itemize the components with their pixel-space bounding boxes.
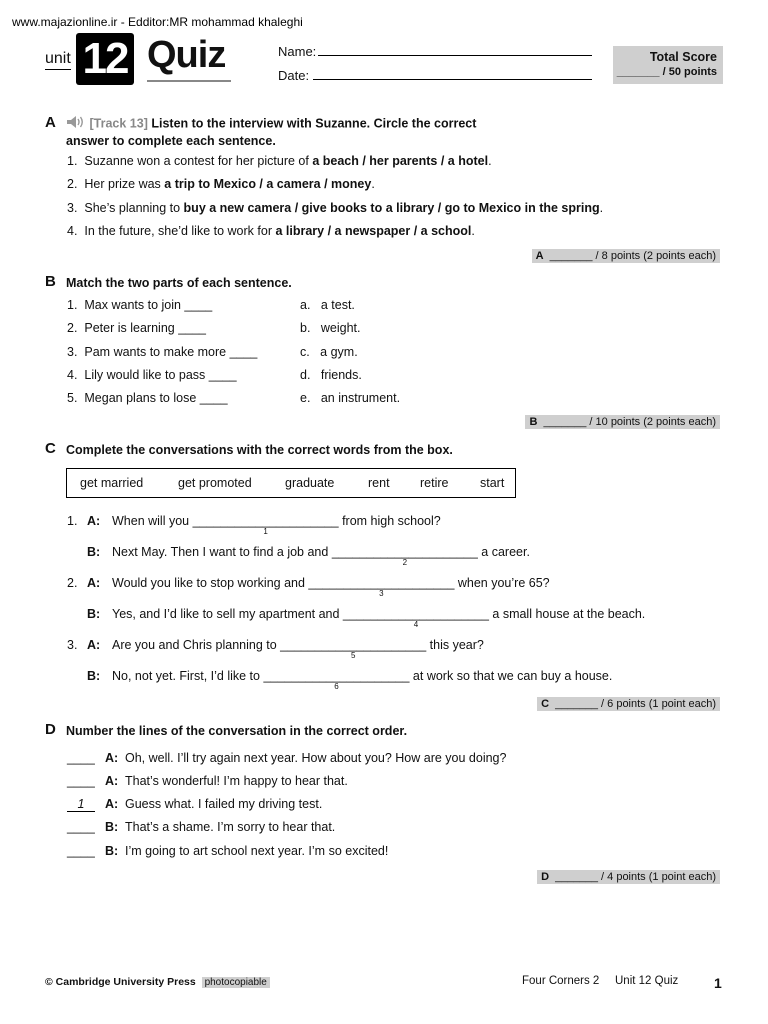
name-label: Name:	[278, 44, 317, 59]
match-right-item: a. a test.	[300, 298, 355, 312]
answer-blank[interactable]: _____________________	[308, 576, 455, 590]
word-option: graduate	[285, 476, 335, 490]
list-item: 4. In the future, she’d like to work for a library / a newspaper / a school.	[67, 224, 475, 238]
section-a-instruction	[66, 115, 476, 149]
section-d-instruction: Number the lines of the conversation in the correct order.	[66, 724, 408, 738]
watermark: www.majazionline.ir - Edditor:MR mohammad khaleghi	[12, 15, 303, 29]
answer-blank[interactable]: _____________________	[263, 669, 410, 683]
speaker-icon[interactable]	[66, 115, 86, 133]
total-score-box	[613, 46, 723, 84]
unit-number-badge: 12	[76, 33, 134, 85]
order-line: ____ B: I’m going to art school next year. I’m so excited!	[67, 844, 389, 858]
total-score-points: _______ / 50 points	[616, 66, 717, 78]
order-blank-filled[interactable]: 1	[67, 797, 105, 812]
order-blank[interactable]: ____	[67, 751, 95, 765]
order-blank[interactable]: ____	[67, 844, 95, 858]
page-number: 1	[714, 975, 722, 991]
track-label: [Track 13]	[89, 116, 148, 131]
section-b-score: B _______ / 10 points (2 points each)	[525, 415, 720, 429]
word-option: retire	[420, 476, 449, 490]
copyright: © Cambridge University Press photocopiable	[45, 976, 270, 988]
section-c-score: C _______ / 6 points (1 point each)	[537, 697, 720, 711]
conversation-line: 3. A: Are you and Chris planning to _____________________ 5 this year?	[67, 638, 484, 660]
date-field[interactable]	[313, 79, 592, 80]
list-item: 1. Suzanne won a contest for her picture of a beach / her parents / a hotel.	[67, 154, 492, 168]
conversation-line: 1. A: When will you _____________________ 1 from high school?	[67, 514, 441, 536]
section-d-score: D _______ / 4 points (1 point each)	[537, 870, 720, 884]
section-b-letter: B	[45, 273, 56, 290]
answer-blank[interactable]: _____________________	[280, 638, 427, 652]
answer-blank[interactable]: _____________________	[331, 545, 478, 559]
match-left-item: 5. Megan plans to lose ____	[67, 391, 228, 405]
word-box	[66, 468, 516, 498]
section-a-score: A _______ / 8 points (2 points each)	[532, 249, 720, 263]
order-line: ____ A: That’s wonderful! I’m happy to hear that.	[67, 774, 348, 788]
conversation-line: B: Yes, and I’d like to sell my apartment and _____________________ 4 a small house at the beach.	[87, 607, 646, 629]
list-item: 3. She’s planning to buy a new camera / give books to a library / go to Mexico in the spring.	[67, 201, 604, 215]
section-d-letter: D	[45, 721, 56, 738]
section-a-letter: A	[45, 114, 56, 131]
unit-label: unit	[45, 50, 71, 70]
section-c-letter: C	[45, 440, 56, 457]
match-right-item: b. weight.	[300, 321, 361, 335]
word-option: get married	[80, 476, 144, 490]
order-line: ____ B: That’s a shame. I’m sorry to hear that.	[67, 820, 336, 834]
word-option: rent	[368, 476, 390, 490]
match-left-item: 4. Lily would like to pass ____	[67, 368, 237, 382]
match-left-item: 1. Max wants to join ____	[67, 298, 213, 312]
order-line: ____ A: Oh, well. I’ll try again next year. How about you? How are you doing?	[67, 751, 507, 765]
word-option: get promoted	[178, 476, 252, 490]
name-field[interactable]	[318, 55, 592, 56]
match-right-item: c. a gym.	[300, 345, 358, 359]
match-right-item: d. friends.	[300, 368, 362, 382]
photocopiable-badge: photocopiable	[202, 977, 270, 988]
total-score-label: Total Score	[649, 50, 717, 64]
title-underline	[147, 80, 231, 82]
book-title: Four Corners 2	[522, 975, 600, 987]
order-blank[interactable]: ____	[67, 774, 95, 788]
quiz-name: Unit 12 Quiz	[615, 975, 679, 987]
quiz-title: Quiz	[147, 34, 226, 76]
conversation-line: B: Next May. Then I want to find a job and _____________________ 2 a career.	[87, 545, 530, 567]
match-left-item: 2. Peter is learning ____	[67, 321, 206, 335]
list-item: 2. Her prize was a trip to Mexico / a camera / money.	[67, 177, 375, 191]
answer-blank[interactable]: _____________________	[342, 607, 489, 621]
word-option: start	[480, 476, 505, 490]
section-c-instruction: Complete the conversations with the correct words from the box.	[66, 443, 453, 457]
conversation-line: 2. A: Would you like to stop working and _____________________ 3 when you’re 65?	[67, 576, 550, 598]
order-blank[interactable]: ____	[67, 820, 95, 834]
date-label: Date:	[278, 68, 310, 83]
instruction-line2: answer to complete each sentence.	[66, 134, 276, 148]
order-line: 1 A: Guess what. I failed my driving test.	[67, 797, 322, 812]
instruction-line1: Listen to the interview with Suzanne. Circle the correct	[151, 116, 477, 131]
match-left-item: 3. Pam wants to make more ____	[67, 345, 258, 359]
answer-blank[interactable]: _____________________	[192, 514, 339, 528]
match-right-item: e. an instrument.	[300, 391, 401, 405]
section-b-instruction: Match the two parts of each sentence.	[66, 276, 292, 290]
conversation-line: B: No, not yet. First, I’d like to _____________________ 6 at work so that we can buy a house.	[87, 669, 613, 691]
